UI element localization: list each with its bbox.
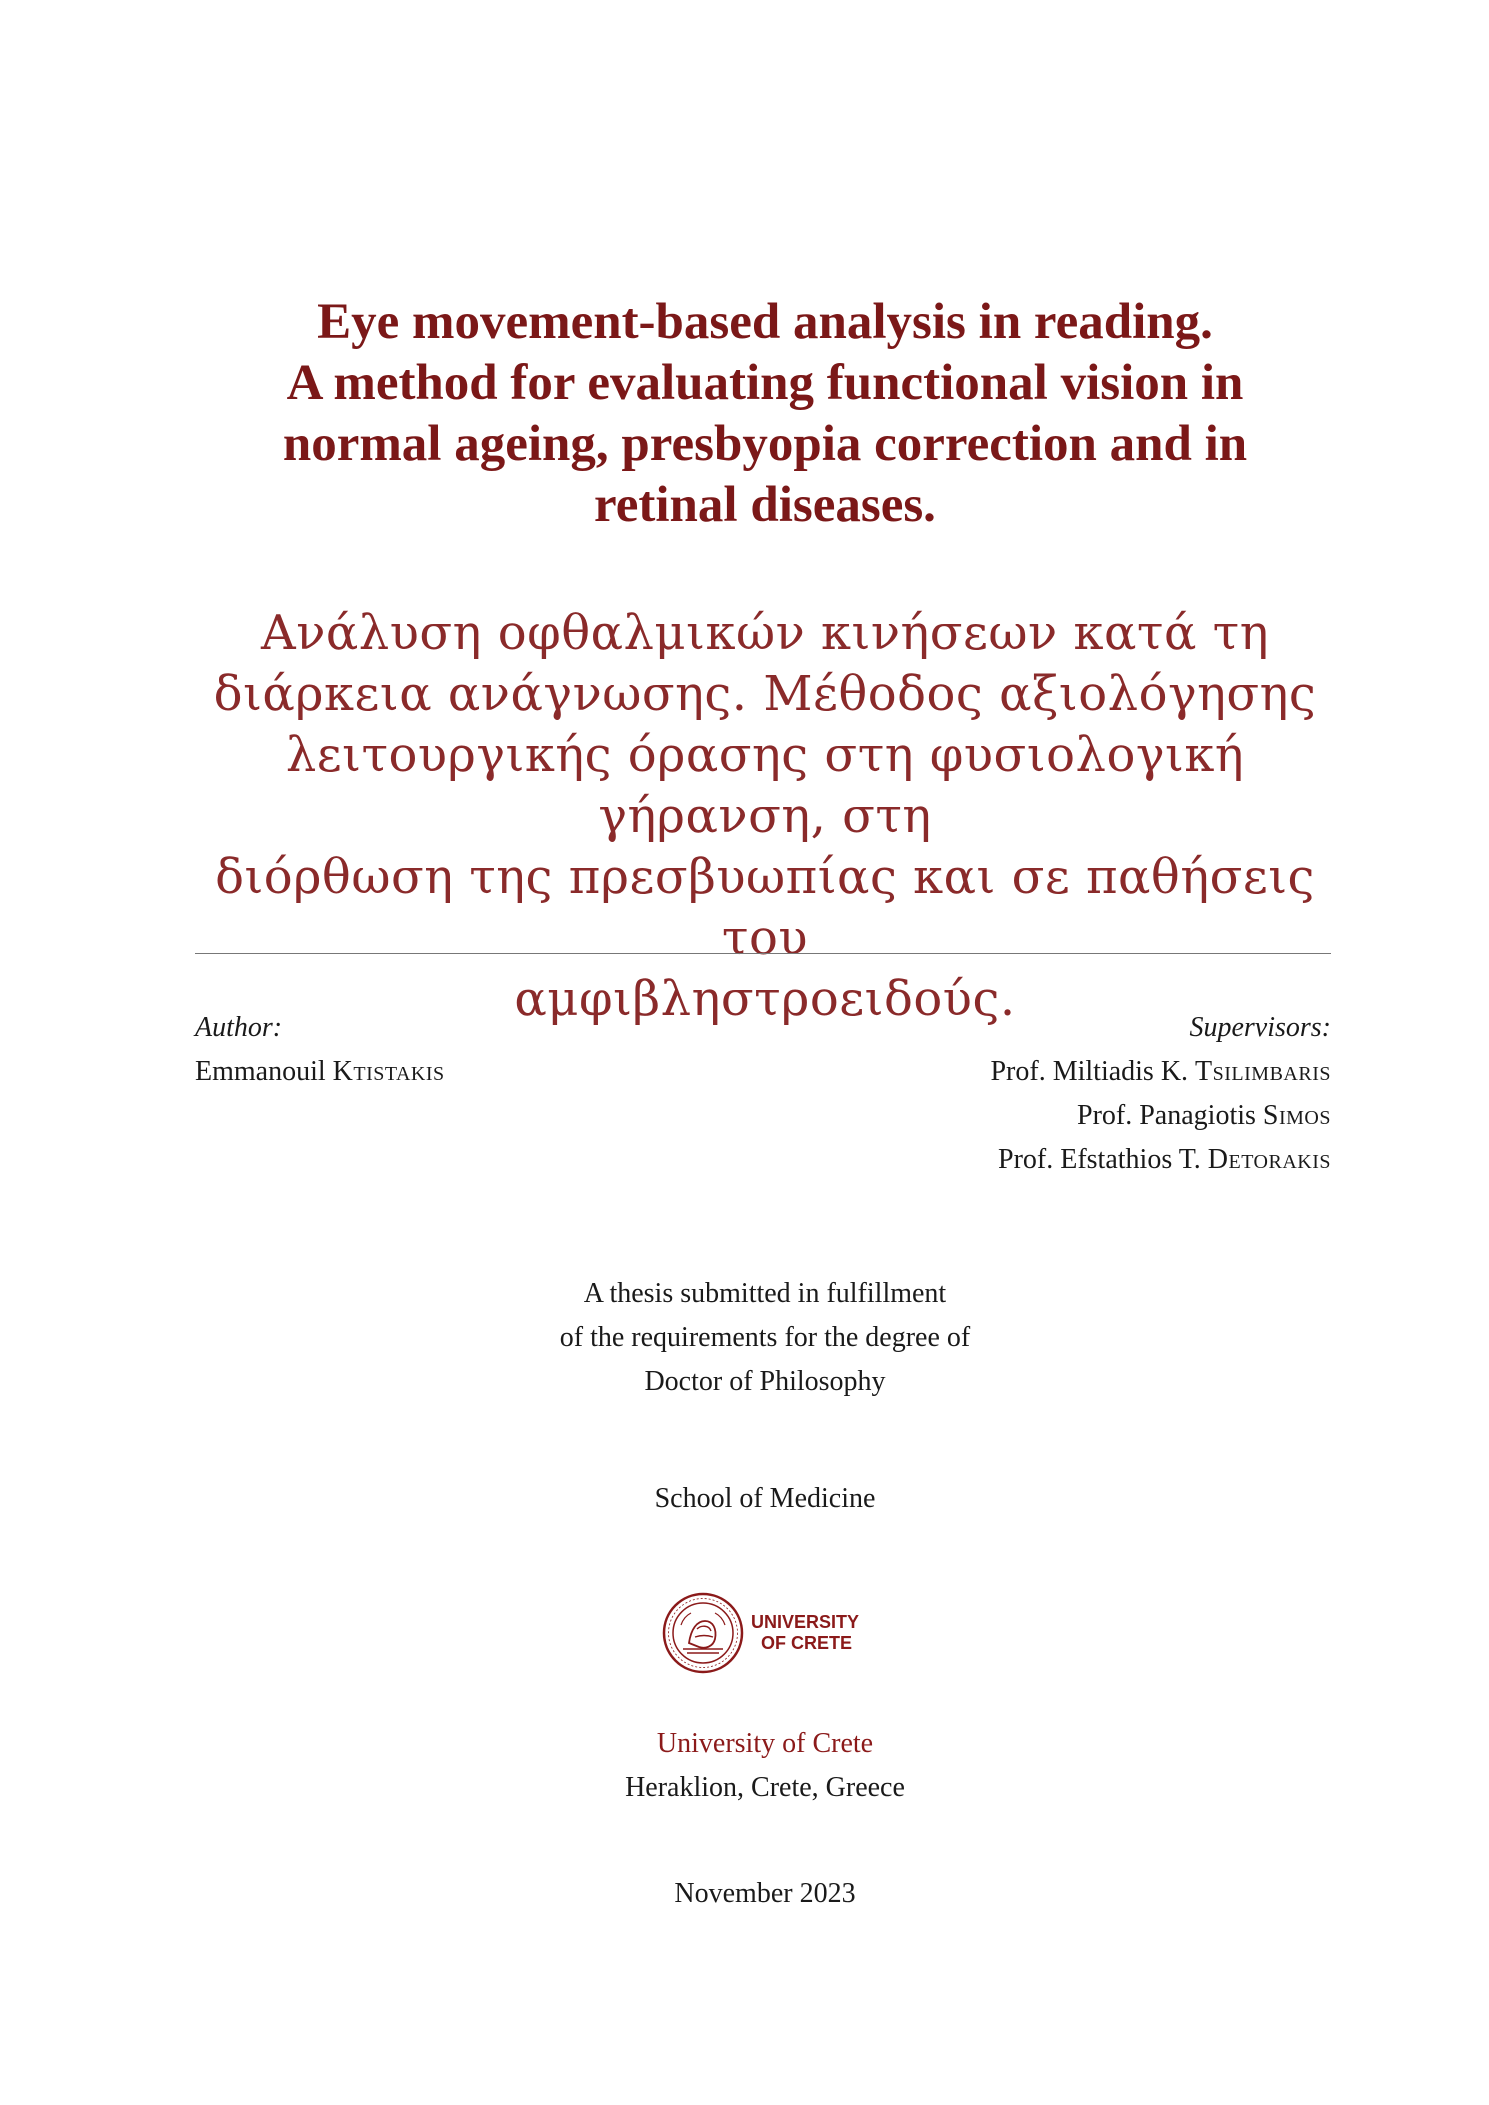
title-line: retinal diseases.	[594, 477, 936, 533]
supervisor-last-name: Detorakis	[1207, 1144, 1331, 1175]
supervisor-item	[990, 1138, 1331, 1182]
supervisor-prefix: Prof. Efstathios T.	[998, 1144, 1201, 1175]
author-name	[195, 1050, 445, 1094]
author-label: Author:	[195, 1012, 283, 1043]
supervisors-label: Supervisors:	[1189, 1012, 1331, 1043]
supervisor-prefix: Prof. Panagiotis	[1077, 1100, 1256, 1131]
thesis-statement	[195, 1272, 1335, 1404]
author-block	[195, 1006, 445, 1094]
university-seal-icon	[661, 1591, 745, 1675]
author-last-name: Ktistakis	[332, 1056, 445, 1087]
institution-block	[195, 1722, 1335, 1810]
institution-location: Heraklion, Crete, Greece	[625, 1772, 905, 1803]
university-logo	[661, 1590, 861, 1676]
thesis-line: A thesis submitted in fulfillment	[583, 1278, 947, 1309]
greek-title-line: Ανάλυση οφθαλμικών κινήσεων κατά τη	[261, 605, 1269, 661]
supervisor-item	[990, 1094, 1331, 1138]
logo-wordmark	[751, 1612, 859, 1654]
greek-title-line: διάρκεια ανάγνωσης. Μέθοδος αξιολόγησης	[213, 666, 1317, 722]
supervisor-last-name: Simos	[1262, 1100, 1331, 1131]
english-title	[195, 292, 1335, 536]
institution-name: University of Crete	[656, 1728, 874, 1759]
title-line: normal ageing, presbyopia correction and in	[282, 416, 1248, 472]
supervisor-prefix: Prof. Miltiadis K.	[990, 1056, 1189, 1087]
title-line: Eye movement-based analysis in reading.	[317, 294, 1213, 350]
thesis-line: of the requirements for the degree of	[559, 1322, 971, 1353]
title-line: A method for evaluating functional vision in	[286, 355, 1244, 411]
horizontal-divider	[195, 953, 1331, 954]
greek-title-line: αμφιβληστροειδούς.	[514, 971, 1016, 1027]
author-first-name: Emmanouil	[195, 1056, 326, 1087]
school-name: School of Medicine	[654, 1483, 876, 1514]
supervisor-last-name: Tsilimbaris	[1195, 1056, 1331, 1087]
supervisors-block	[990, 1006, 1331, 1182]
submission-date: November 2023	[674, 1878, 856, 1909]
supervisor-item	[990, 1050, 1331, 1094]
greek-title-line: διόρθωση της πρεσβυωπίας και σε παθήσεις του	[215, 849, 1315, 966]
thesis-line: Doctor of Philosophy	[644, 1366, 886, 1397]
greek-title-line: λειτουργικής όρασης στη φυσιολογική γήρανση, στη	[285, 727, 1245, 844]
greek-title	[195, 603, 1335, 1030]
logo-line-1: UNIVERSITY	[751, 1612, 860, 1632]
logo-line-2: OF CRETE	[761, 1633, 853, 1653]
